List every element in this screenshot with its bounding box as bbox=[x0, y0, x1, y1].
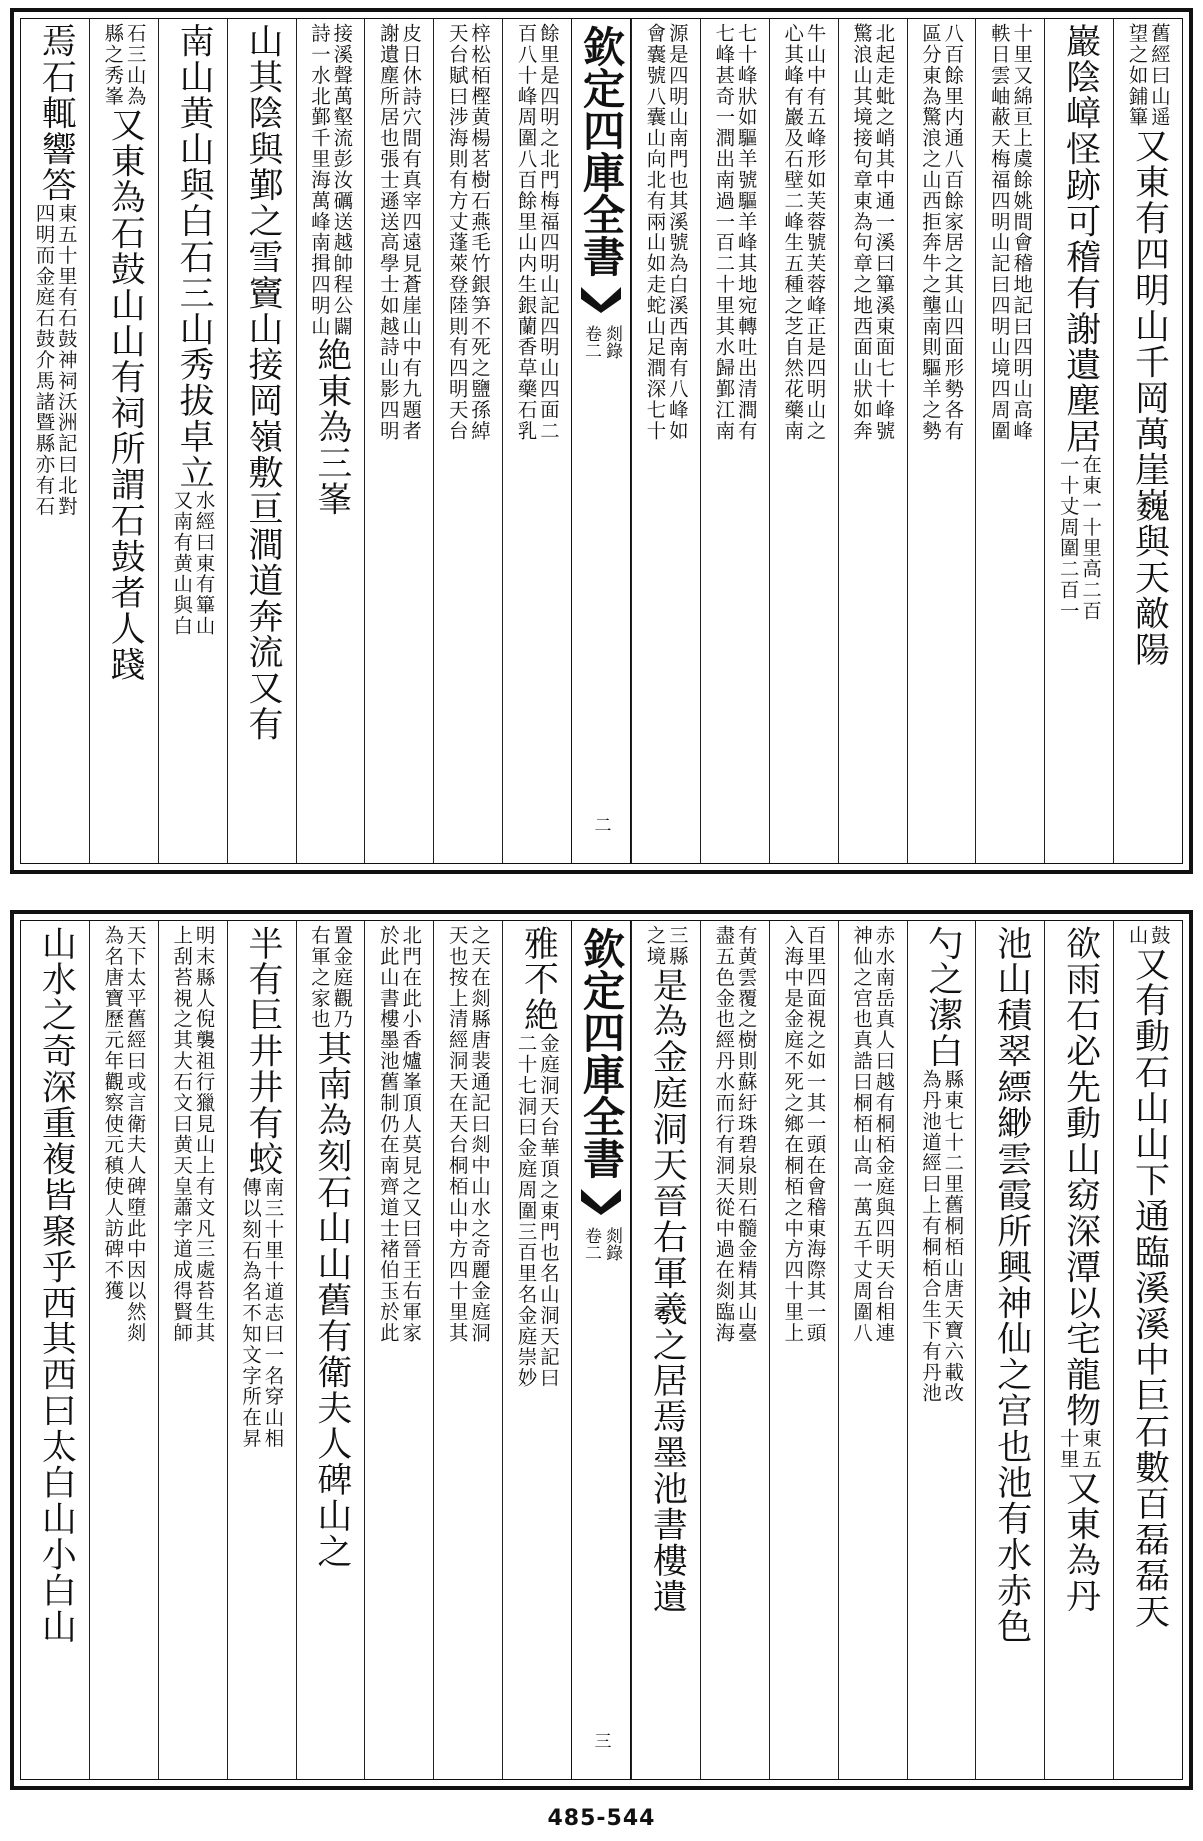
annotation-line: 接溪聲萬壑流彭汝礪送越帥程公闢 bbox=[330, 23, 354, 337]
annotation-line: 望之如鋪篳 bbox=[1125, 23, 1149, 128]
annotation-line: 區分東為驚浪之山西拒奔牛之壟南則驅羊之勢 bbox=[918, 23, 942, 442]
annotation-line: 傳以刻石為名不知文字所在昇 bbox=[239, 1176, 263, 1449]
annotation-line: 十里 bbox=[1056, 1428, 1080, 1471]
text-column bbox=[907, 19, 976, 863]
annotation-pair bbox=[376, 23, 423, 442]
annotation-pair bbox=[103, 925, 145, 1343]
annotation-pair bbox=[852, 925, 894, 1343]
annotation-line: 心其峰有巖及石壁二峰生五種之芝自然花藥南 bbox=[781, 23, 805, 442]
annotation-line: 七十峰狀如驅羊號驅羊峰其地宛轉吐出清澗有 bbox=[734, 23, 758, 442]
annotation-line: 三縣 bbox=[665, 925, 689, 967]
annotation-line: 金庭洞天台華頂之東門也名山洞天記曰 bbox=[536, 1032, 560, 1389]
text-column bbox=[433, 921, 502, 1779]
annotation-line: 神仙之宫也真誥曰桐栢山高一萬五千丈周圍八 bbox=[850, 925, 874, 1344]
annotation-pair bbox=[783, 23, 825, 441]
text-column bbox=[502, 921, 571, 1779]
text-column bbox=[631, 19, 700, 863]
annotation-line: 天台賦曰涉海則有方丈蓬萊登陸則有四明天台 bbox=[445, 23, 469, 442]
leaf-number: 三 bbox=[590, 1732, 611, 1749]
annotation-pair bbox=[516, 23, 558, 441]
annotation-line: 東五十里有石鼓神祠沃洲記曰北對 bbox=[54, 202, 78, 517]
annotation-line: 置金庭觀乃 bbox=[330, 925, 354, 1030]
annotation-line: 赤水南岳真人曰越有桐栢金庭與四明天台相連 bbox=[872, 925, 896, 1344]
main-text: 又東為丹 bbox=[1059, 1470, 1100, 1614]
text-column bbox=[907, 921, 976, 1779]
juan-number: 卷二 bbox=[581, 325, 601, 359]
annotation-pair bbox=[645, 23, 687, 441]
annotation-line: 縣東七十二里舊桐栢山唐天寶六載改 bbox=[941, 1068, 965, 1404]
annotation-pair bbox=[852, 23, 894, 441]
leaf-number: 二 bbox=[590, 816, 611, 833]
text-column bbox=[158, 19, 227, 863]
center-fold bbox=[571, 921, 631, 1779]
annotation-line: 百里四面視之如一其一頭在會稽東海際其一頭 bbox=[803, 925, 827, 1344]
annotation-line: 北門在此小香爐峯頂人莫見之又曰晉王右軍家 bbox=[399, 925, 423, 1344]
annotation-line: 百八十峰周圍八百餘里山内生銀蘭香草藥石乳 bbox=[514, 23, 538, 442]
annotation-line: 北起走蚍之峭其中通一溪曰篳溪東面七十峰號 bbox=[872, 23, 896, 442]
annotation-pair bbox=[445, 23, 492, 442]
text-column bbox=[502, 19, 571, 863]
upper-page-columns bbox=[20, 18, 1183, 864]
annotation-pair bbox=[307, 23, 354, 337]
annotation-pair bbox=[1127, 23, 1169, 128]
annotation-pair bbox=[103, 23, 145, 107]
main-text: 池山積翠縹緲雲霞所興神仙之宫也池有水赤色 bbox=[990, 925, 1031, 1644]
text-column bbox=[700, 19, 769, 863]
annotation-line: 水經曰東有篳山 bbox=[192, 490, 216, 637]
text-column bbox=[838, 19, 907, 863]
annotation-pair bbox=[241, 1177, 283, 1449]
annotation-pair bbox=[1127, 925, 1169, 946]
annotation-pair bbox=[172, 490, 214, 636]
annotation-line: 東五 bbox=[1079, 1428, 1103, 1471]
annotation-line: 又南有黄山與白 bbox=[170, 490, 194, 637]
main-text: 絶東為三峯 bbox=[310, 336, 351, 517]
fish-tail-mark-icon bbox=[579, 1187, 623, 1217]
annotation-line: 謝遺塵所居也張士遜送高學士如越詩山影四明 bbox=[376, 23, 400, 442]
book-title: 欽定四庫全書 bbox=[577, 25, 626, 277]
text-column bbox=[364, 921, 433, 1779]
annotation-line: 為名唐寶歷元年觀察使元稹使人訪碑不獲 bbox=[101, 925, 125, 1302]
annotation-line: 天也按上清經洞天在天台桐栢山中方四十里其 bbox=[445, 925, 469, 1344]
fish-tail-mark-icon bbox=[579, 285, 623, 315]
annotation-line: 上刮苔視之其大石文曰黄天皇蕭字道成得賢師 bbox=[170, 925, 194, 1344]
annotation-pair bbox=[307, 925, 354, 1030]
annotation-line: 天下太平舊經曰或言衛夫人碑墮此中因以然剡 bbox=[123, 925, 147, 1344]
annotation-pair bbox=[645, 925, 687, 967]
main-text: 又東為石鼓山山有祠所謂石鼓者人踐 bbox=[104, 106, 145, 682]
annotation-line: 在東一十里高二百 bbox=[1079, 454, 1103, 622]
annotation-pair bbox=[1056, 1428, 1103, 1471]
main-text: 欲雨石必先動山窈深潭以宅龍物 bbox=[1059, 925, 1100, 1429]
annotation-line: 山 bbox=[1125, 925, 1149, 946]
annotation-pair bbox=[1056, 454, 1103, 622]
upper-page bbox=[10, 8, 1193, 874]
text-column bbox=[433, 19, 502, 863]
text-column bbox=[631, 921, 700, 1779]
annotation-line: 入海中是金庭不死之鄉在桐栢之中方四十里上 bbox=[781, 925, 805, 1344]
section-name: 剡錄 bbox=[602, 325, 622, 359]
text-column bbox=[296, 921, 365, 1779]
text-column bbox=[975, 19, 1044, 863]
text-column bbox=[1044, 921, 1113, 1779]
text-column bbox=[89, 19, 158, 863]
text-column bbox=[89, 921, 158, 1779]
annotation-line: 之天在剡縣唐裴通記曰剡中山水之奇麗金庭洞 bbox=[468, 925, 492, 1344]
annotation-line: 源是四明山南門也其溪號為白溪西南有八峰如 bbox=[665, 23, 689, 442]
annotation-line: 南三十里十道志曰一名穿山相 bbox=[261, 1176, 285, 1449]
main-text: 山水之奇深重複皆聚乎西其西曰太白山小白山 bbox=[35, 925, 76, 1644]
text-column bbox=[21, 921, 89, 1779]
text-column bbox=[838, 921, 907, 1779]
main-text: 巖陰嶂怪跡可稽有謝遺塵居 bbox=[1059, 23, 1100, 455]
annotation-line: 二十七洞曰金庭周圍三百里名金庭崇妙 bbox=[514, 1032, 538, 1389]
annotation-pair bbox=[172, 925, 214, 1343]
annotation-pair bbox=[987, 23, 1034, 442]
text-column bbox=[975, 921, 1044, 1779]
text-column bbox=[1113, 921, 1182, 1779]
main-text: 其南為刻石山山舊有衛夫人碑山之 bbox=[310, 1029, 351, 1569]
lower-page bbox=[10, 910, 1193, 1790]
footer-page-number: 485-544 bbox=[547, 1806, 656, 1831]
annotation-line: 梓松栢樫黄楊茗樹石燕毛竹銀笋不死之鹽孫綽 bbox=[468, 23, 492, 442]
main-text: 南山黄山與白石三山秀拔卓立 bbox=[173, 23, 214, 491]
annotation-line: 一十丈周圍二百一 bbox=[1056, 454, 1080, 622]
annotation-line: 八百餘里内通八百餘家居之其山四面形勢各有 bbox=[941, 23, 965, 442]
annotation-line: 驚浪山其境接句章東為句章之地西面山狀如奔 bbox=[850, 23, 874, 442]
annotation-line: 軼日雲岫蔽天梅福四明山記曰四明山境四周圍 bbox=[987, 23, 1011, 442]
lower-page-columns bbox=[20, 920, 1183, 1780]
main-text: 是為金庭洞天晉右軍羲之居焉墨池書樓遺 bbox=[646, 966, 687, 1614]
annotation-pair bbox=[516, 1033, 558, 1388]
annotation-pair bbox=[714, 925, 756, 1343]
annotation-line: 牛山中有五峰形如芙蓉號芙蓉峰正是四明山之 bbox=[803, 23, 827, 442]
section-name: 剡錄 bbox=[602, 1227, 622, 1261]
main-text: 又東有四明山千岡萬崖巍與天敵陽 bbox=[1128, 127, 1169, 667]
annotation-pair bbox=[918, 23, 965, 442]
annotation-pair bbox=[918, 1068, 965, 1404]
annotation-line: 於此山書樓墨池舊制仍在南齊道士褚伯玉於此 bbox=[376, 925, 400, 1344]
main-text: 又有動石山山下通臨溪溪中巨石數百磊磊天 bbox=[1128, 945, 1169, 1629]
annotation-pair bbox=[34, 203, 76, 517]
annotation-line: 四明而金庭石鼓介馬諸暨縣亦有石 bbox=[32, 202, 56, 517]
text-column bbox=[21, 19, 89, 863]
text-column bbox=[227, 19, 296, 863]
main-text: 勺之潔白 bbox=[921, 925, 962, 1069]
book-title: 欽定四庫全書 bbox=[577, 927, 626, 1179]
annotation-pair bbox=[714, 23, 756, 441]
fold-meta bbox=[582, 325, 620, 359]
annotation-line: 縣之秀峯 bbox=[101, 23, 125, 107]
annotation-line: 右軍之家也 bbox=[307, 925, 331, 1030]
text-column bbox=[158, 921, 227, 1779]
annotation-pair bbox=[376, 925, 423, 1344]
annotation-line: 餘里是四明之北門梅福四明山記四明山四面二 bbox=[536, 23, 560, 442]
main-text: 半有巨井井有蛟 bbox=[242, 925, 283, 1177]
annotation-pair bbox=[445, 925, 492, 1344]
main-text: 山其陰與鄞之雪竇山接岡嶺敷亘澗道奔流又有 bbox=[242, 23, 283, 742]
annotation-line: 盡五色金也經丹水而行有洞天從中過在剡臨海 bbox=[712, 925, 736, 1344]
annotation-line: 鼓 bbox=[1147, 925, 1171, 946]
annotation-line: 舊經曰山遥 bbox=[1147, 23, 1171, 128]
annotation-line: 為丹池道經曰上有桐栢合生下有丹池 bbox=[918, 1068, 942, 1404]
text-column bbox=[296, 19, 365, 863]
text-column bbox=[769, 19, 838, 863]
juan-number: 卷二 bbox=[581, 1227, 601, 1261]
annotation-line: 皮日休詩穴間有真宰四遠見蒼崖山中有九題者 bbox=[399, 23, 423, 442]
annotation-line: 會囊號八囊山向北有兩山如走蛇山足澗深七十 bbox=[643, 23, 667, 442]
center-fold bbox=[571, 19, 631, 863]
annotation-line: 十里又綿亘上虞餘姚間會稽地記曰四明山高峰 bbox=[1010, 23, 1034, 442]
fold-meta bbox=[582, 1227, 620, 1261]
annotation-line: 石三山為 bbox=[123, 23, 147, 107]
text-column bbox=[769, 921, 838, 1779]
text-column bbox=[1044, 19, 1113, 863]
text-column bbox=[1113, 19, 1182, 863]
text-column bbox=[700, 921, 769, 1779]
annotation-line: 詩一水北鄞千里海萬峰南揖四明山 bbox=[307, 23, 331, 337]
annotation-line: 七峰甚奇一澗出南過一百二十里其水歸鄞江南 bbox=[712, 23, 736, 442]
annotation-line: 之境 bbox=[643, 925, 667, 967]
text-column bbox=[227, 921, 296, 1779]
annotation-line: 有黄雲覆之樹則蘇紆珠碧泉則石髓金精其山臺 bbox=[734, 925, 758, 1344]
annotation-pair bbox=[783, 925, 825, 1343]
main-text: 雅不絶 bbox=[517, 925, 558, 1033]
annotation-line: 明末縣人倪襲祖行獵見山上有文凡三處苔生其 bbox=[192, 925, 216, 1344]
text-column bbox=[364, 19, 433, 863]
main-text: 焉石輒響答 bbox=[35, 23, 76, 203]
